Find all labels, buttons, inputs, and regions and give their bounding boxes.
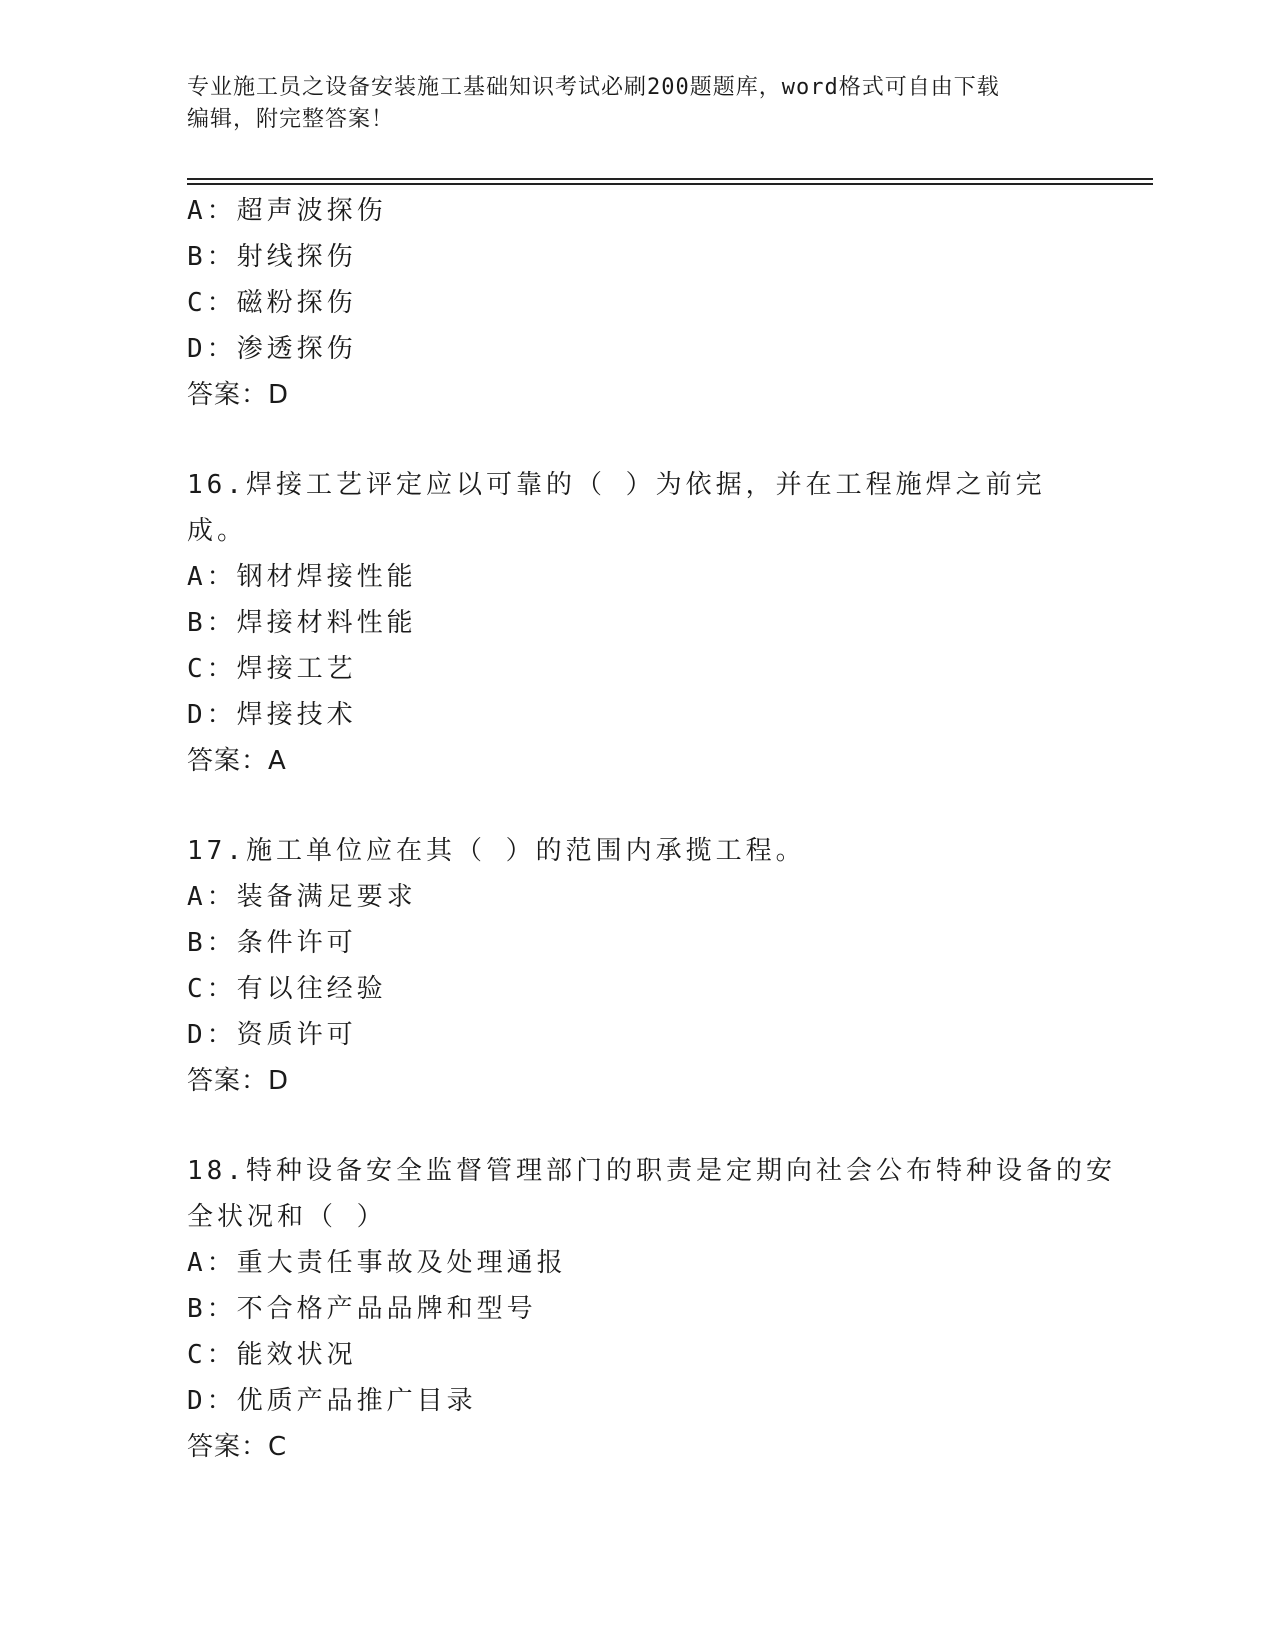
option-a: A：钢材焊接性能 xyxy=(187,562,417,592)
spacer xyxy=(187,784,1087,828)
option-b: B：条件许可 xyxy=(187,928,357,958)
header-divider-bottom xyxy=(187,183,1153,185)
question-16 xyxy=(187,462,1087,784)
answer-line: 答案：C xyxy=(187,1432,288,1462)
question-stem-line2: 全状况和（ ） xyxy=(187,1202,387,1232)
option-d: D：优质产品推广目录 xyxy=(187,1386,477,1416)
header-divider-top xyxy=(187,178,1153,180)
answer-line: 答案：D xyxy=(187,380,290,410)
option-d: D：资质许可 xyxy=(187,1020,357,1050)
question-stem: 17.施工单位应在其（ ）的范围内承揽工程。 xyxy=(187,836,806,866)
option-b: B：焊接材料性能 xyxy=(187,608,417,638)
question-stem: 16.焊接工艺评定应以可靠的（ ）为依据，并在工程施焊之前完成。 xyxy=(187,470,1046,546)
option-d: D：渗透探伤 xyxy=(187,334,357,364)
option-b: B：不合格产品品牌和型号 xyxy=(187,1294,537,1324)
answer-line: 答案：A xyxy=(187,746,287,776)
option-a: A：超声波探伤 xyxy=(187,196,387,226)
question-list xyxy=(187,188,1116,1470)
document-header xyxy=(187,72,1067,136)
question-18 xyxy=(187,1148,1116,1470)
option-c: C：能效状况 xyxy=(187,1340,357,1370)
option-a: A：重大责任事故及处理通报 xyxy=(187,1248,567,1278)
option-b: B：射线探伤 xyxy=(187,242,357,272)
option-a: A：装备满足要求 xyxy=(187,882,417,912)
option-c: C：磁粉探伤 xyxy=(187,288,357,318)
option-c: C：有以往经验 xyxy=(187,974,387,1004)
header-title-line2: 编辑，附完整答案！ xyxy=(187,107,395,132)
option-d: D：焊接技术 xyxy=(187,700,357,730)
header-title-line1: 专业施工员之设备安装施工基础知识考试必刷200题题库，word格式可自由下载 xyxy=(187,75,1000,100)
answer-line: 答案：D xyxy=(187,1066,290,1096)
spacer xyxy=(187,418,1087,462)
question-15 xyxy=(187,188,1087,418)
question-17 xyxy=(187,828,1087,1104)
spacer xyxy=(187,1104,1087,1148)
option-c: C：焊接工艺 xyxy=(187,654,357,684)
question-stem-line1: 18.特种设备安全监督管理部门的职责是定期向社会公布特种设备的安 xyxy=(187,1156,1116,1186)
